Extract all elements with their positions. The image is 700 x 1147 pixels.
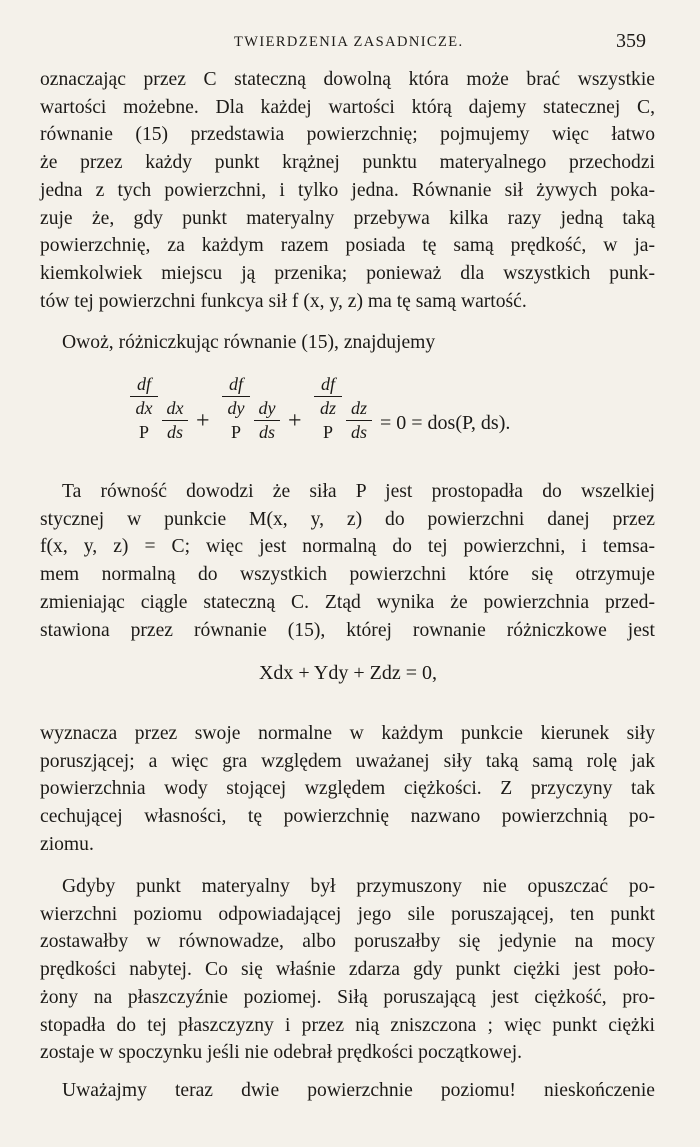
denominator: ds xyxy=(166,422,183,442)
text-line: wartości możebne. Dla każdej wartości którą dajemy statecznej C, xyxy=(40,96,655,118)
paragraph-4 xyxy=(40,720,655,859)
text-line: jedna z tych powierzchni, i tylko jedna. Równanie sił żywych poka- xyxy=(40,179,655,201)
text-line: zuje że, gdy punkt materyalny przebywa kilka razy jedną taką xyxy=(40,207,655,229)
text-line: ziomu. xyxy=(40,833,94,855)
text-line: wierzchni poziomu odpowiadającej jego sile poruszającej, ten punkt xyxy=(40,903,655,925)
denominator: dy xyxy=(227,398,245,418)
denominator: dx xyxy=(135,398,153,418)
text-line: prędkości nabytej. Co się właśnie zdarza gdy punkt ciężki jest poło- xyxy=(40,959,655,981)
numerator: dz xyxy=(350,398,367,418)
text-line: powierzchnia wody stojącej względem ciężkości. Z przyczyny tak xyxy=(40,778,655,800)
text-line: f(x, y, z) = C; więc jest normalną do tej powierzchni, i temsa- xyxy=(40,536,655,558)
text-line: mem normalną do wszystkich powierzchni które się otrzymuje xyxy=(40,564,655,586)
numerator: df xyxy=(136,374,151,394)
text-line: stawiona przez równanie (15), której rownanie różniczkowe jest xyxy=(40,619,655,641)
frac-df-dx xyxy=(130,374,158,419)
text-line: stycznej w punkcie M(x, y, z) do powierzchni danej przez xyxy=(40,508,655,530)
running-header xyxy=(0,30,700,56)
paragraph-1 xyxy=(40,66,655,315)
plus-sign: + xyxy=(196,408,210,434)
denominator: ds xyxy=(350,422,367,442)
text-line: zostawałby w równowadze, albo poruszałby się jedynie na mocy xyxy=(40,931,655,953)
text-line: Gdyby punkt materyalny był przymuszony nie opuszczać po- xyxy=(62,876,655,897)
text-line: zostaje w spoczynku jeśli nie odebrał prędkości początkowej. xyxy=(40,1042,523,1064)
text-line: równanie (15) przedstawia powierzchnię; pojmujemy więc łatwo xyxy=(40,124,655,146)
text-line: żony na płaszczyźnie poziomej. Siłą poruszającą jest ciężkość, pro- xyxy=(40,986,655,1008)
text-line: stopadła do tej płaszczyzny i przez nią zniszczona ; więc punkt ciężki xyxy=(40,1014,655,1036)
coef-P: P xyxy=(138,422,149,442)
page-number: 359 xyxy=(616,30,646,52)
plus-sign: + xyxy=(288,408,302,434)
text-line: że przez każdy punkt krążnej punktu materyalnego przechodzi xyxy=(40,152,655,174)
frac-dz-ds xyxy=(346,398,372,443)
numerator: df xyxy=(320,374,335,394)
text-line: zmieniając ciągle stateczną C. Ztąd wynika że powierzchnia przed- xyxy=(40,591,655,613)
frac-df-dz xyxy=(314,374,342,419)
text-line: Owoż, różniczkując równanie (15), znajdujemy xyxy=(62,332,436,353)
paragraph-2 xyxy=(40,329,655,357)
text-line: Ta równość dowodzi że siła P jest prostopadła do wszelkiej xyxy=(62,481,655,502)
text-line: wyznacza przez swoje normalne w każdym punkcie kierunek siły xyxy=(40,723,655,744)
paragraph-5 xyxy=(40,873,655,1067)
text-line: tów tej powierzchni funkcya sił f (x, y, z) ma tę samą wartość. xyxy=(40,290,527,312)
differential-equation xyxy=(130,374,570,454)
frac-dy-ds xyxy=(254,398,280,443)
equation-rhs: = 0 = dos(P, ds). xyxy=(380,412,511,434)
text-line: powierzchnię, za każdym razem posiada tę samą prędkość, w ja- xyxy=(40,235,655,257)
differential-equation-2: Xdx + Ydy + Zdz = 0, xyxy=(258,662,438,684)
coef-P: P xyxy=(322,422,333,442)
text-line: oznaczając przez C stateczną dowolną która może brać wszystkie xyxy=(40,69,655,90)
numerator: dy xyxy=(258,398,276,418)
text-line: Uważajmy teraz dwie powierzchnie poziomu! nieskończenie xyxy=(62,1080,655,1101)
frac-dx-ds xyxy=(162,398,188,443)
paragraph-6 xyxy=(40,1077,655,1105)
text-line: cechującej własności, tę powierzchnię nazwano powierzchnią po- xyxy=(40,806,655,828)
text-line: poruszjącej; a więc gra względem uważanej siły taką samą rolę jak xyxy=(40,750,655,772)
paragraph-3 xyxy=(40,478,655,644)
text-line: kiemkolwiek miejscu ją przenika; ponieważ dla wszystkich punk- xyxy=(40,262,655,284)
header-title: TWIERDZENIA ZASADNICZE. xyxy=(234,34,464,50)
coef-P: P xyxy=(230,422,241,442)
denominator: dz xyxy=(319,398,336,418)
numerator: dx xyxy=(166,398,184,418)
frac-df-dy xyxy=(222,374,250,419)
numerator: df xyxy=(228,374,243,394)
denominator: ds xyxy=(258,422,275,442)
